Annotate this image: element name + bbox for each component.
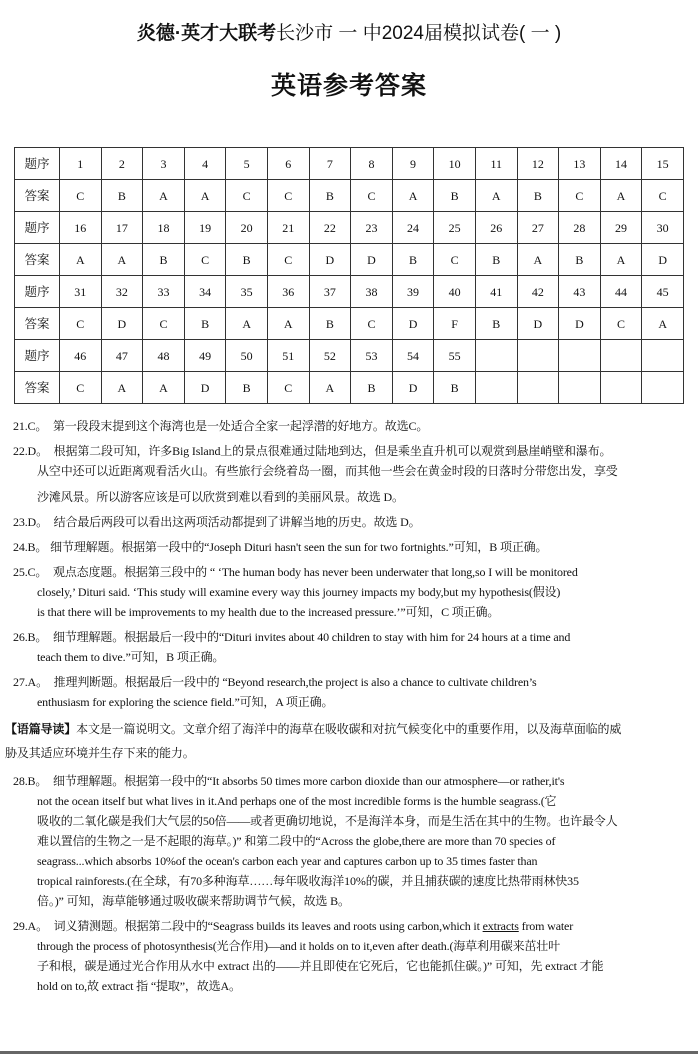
explanation-28 — [13, 771, 686, 911]
question-number-cell: 54 — [392, 340, 434, 372]
question-number-cell: 14 — [600, 148, 642, 180]
explanation-text: 难以置信的生物之一是不起眼的海草。)” 和第二段中的“Across the globe,there are more than 70 species of — [37, 834, 556, 848]
explanation-number: 27.A。 — [13, 675, 48, 689]
explanation-text: hold on to,故 extract 指 “提取”，故选A。 — [37, 979, 241, 993]
answer-cell: C — [60, 372, 102, 404]
explanation-text: 观点态度题。根据第三段中的 “ ‘The human body has never been underwater that long,so I will be monitored — [52, 565, 578, 579]
question-number-cell: 33 — [143, 276, 185, 308]
row-label-answer: 答案 — [15, 180, 60, 212]
row-label-question: 题序 — [15, 148, 60, 180]
question-number-cell: 48 — [143, 340, 185, 372]
explanation-text: 细节理解题。根据第一段中的“It absorbs 50 times more carbon dioxide than our atmosphere—or rather,it's — [52, 774, 565, 788]
explanation-text: not the ocean itself but what lives in it.And perhaps one of the most incredible forms is the humble seagrass.(它 — [37, 794, 557, 808]
explanation-text: through the process of photosynthesis(光合作用)—and it holds on to it,even after death.(海草利用碳来茁壮叶 — [37, 939, 560, 953]
answer-cell: A — [267, 308, 309, 340]
answer-cell: C — [267, 372, 309, 404]
answer-cell: B — [517, 180, 559, 212]
answer-cell: D — [351, 244, 393, 276]
answer-cell: B — [434, 180, 476, 212]
question-number-cell: 53 — [351, 340, 393, 372]
answer-cell: C — [600, 308, 642, 340]
answer-cell: C — [351, 180, 393, 212]
explanation-text: teach them to dive.”可知，B 项正确。 — [37, 650, 225, 664]
explanation-text: 吸收的二氧化碳是我们大气层的50倍——或者更确切地说，不是海洋本身，而是生活在其中的生物。也许最令人 — [37, 814, 618, 828]
answer-cell: A — [101, 372, 143, 404]
question-number-cell: 37 — [309, 276, 351, 308]
explanation-text: 沙滩风景。所以游客应该是可以欣赏到难以看到的美丽风景。故选 D。 — [37, 490, 404, 504]
explanation-27 — [13, 672, 686, 712]
answer-row — [15, 180, 684, 212]
exam-title-brand: 炎德·英才大联考 — [136, 23, 277, 44]
explanation-text: 细节理解题。根据第一段中的“Joseph Dituri hasn't seen the sun for two fortnights.”可知，B 项正确。 — [50, 540, 548, 554]
question-number-cell: 27 — [517, 212, 559, 244]
answer-cell: B — [143, 244, 185, 276]
explanation-text: tropical rainforests.(在全球，有70多种海草……每年吸收海洋10%的碳，并且捕获碳的速度比热带雨林快35 — [37, 874, 579, 888]
intro-tag: 【语篇导读】 — [5, 722, 77, 736]
question-number-cell: 13 — [559, 148, 601, 180]
answer-cell: B — [475, 308, 517, 340]
answer-cell: A — [600, 244, 642, 276]
question-number-cell — [642, 340, 684, 372]
question-number-cell: 22 — [309, 212, 351, 244]
question-number-cell: 7 — [309, 148, 351, 180]
question-number-cell: 18 — [143, 212, 185, 244]
question-number-cell: 19 — [184, 212, 226, 244]
question-number-cell: 50 — [226, 340, 268, 372]
answer-cell: A — [392, 180, 434, 212]
question-number-cell: 55 — [434, 340, 476, 372]
question-number-cell: 17 — [101, 212, 143, 244]
answer-cell: B — [101, 180, 143, 212]
explanation-text: 词义猜测题。根据第二段中的“Seagrass builds its leaves and roots using carbon,which it — [53, 919, 483, 933]
row-label-question: 题序 — [15, 212, 60, 244]
question-number-cell: 51 — [267, 340, 309, 372]
question-number-cell: 25 — [434, 212, 476, 244]
answer-cell — [559, 372, 601, 404]
explanation-21 — [13, 416, 686, 436]
question-number-cell: 12 — [517, 148, 559, 180]
question-number-cell: 10 — [434, 148, 476, 180]
page-title: 英语参考答案 — [270, 72, 427, 100]
explanation-text: is that there will be improvements to my health due to the increased pressure.’”可知，C 项正确。 — [37, 605, 500, 619]
question-number-cell: 36 — [267, 276, 309, 308]
answer-cell — [600, 372, 642, 404]
answer-cell: B — [309, 180, 351, 212]
question-number-cell: 42 — [517, 276, 559, 308]
question-number-cell: 49 — [184, 340, 226, 372]
answer-row — [15, 372, 684, 404]
intro-text: 本文是一篇说明文。文章介绍了海洋中的海草在吸收碳和对抗气候变化中的重要作用，以及海草面临的威 — [76, 722, 622, 736]
explanation-text: 倍。)” 可知，海草能够通过吸收碳来帮助调节气候，故选 B。 — [37, 894, 350, 908]
explanation-25 — [13, 562, 686, 622]
row-label-question: 题序 — [15, 340, 60, 372]
row-label-answer: 答案 — [15, 372, 60, 404]
answer-cell: B — [351, 372, 393, 404]
passage-intro — [5, 717, 686, 765]
answer-cell: C — [60, 308, 102, 340]
answer-row — [15, 244, 684, 276]
answer-cell: D — [642, 244, 684, 276]
question-number-cell: 16 — [60, 212, 102, 244]
answer-cell: B — [434, 372, 476, 404]
question-number-cell: 24 — [392, 212, 434, 244]
answer-cell: F — [434, 308, 476, 340]
answer-cell: B — [226, 372, 268, 404]
row-label-answer: 答案 — [15, 244, 60, 276]
question-number-cell: 3 — [143, 148, 185, 180]
question-number-cell: 44 — [600, 276, 642, 308]
row-label-question: 题序 — [15, 276, 60, 308]
question-number-cell: 31 — [60, 276, 102, 308]
answer-cell: A — [184, 180, 226, 212]
question-number-cell: 41 — [475, 276, 517, 308]
answer-cell: D — [392, 308, 434, 340]
explanation-text: seagrass...which absorbs 10%of the ocean's carbon each year and captures carbon up to 35 times faster than — [37, 854, 538, 868]
answer-cell — [642, 372, 684, 404]
question-number-row — [15, 276, 684, 308]
question-number-cell — [475, 340, 517, 372]
question-number-cell: 8 — [351, 148, 393, 180]
question-number-cell: 4 — [184, 148, 226, 180]
question-number-cell: 11 — [475, 148, 517, 180]
explanation-number: 23.D。 — [13, 515, 48, 529]
question-number-cell: 23 — [351, 212, 393, 244]
explanation-number: 29.A。 — [13, 919, 48, 933]
answer-cell: A — [143, 180, 185, 212]
explanation-text: 细节理解题。根据最后一段中的“Dituri invites about 40 children to stay with him for 24 hours at a time and — [52, 630, 571, 644]
explanation-number: 24.B。 — [13, 540, 48, 554]
answer-cell: D — [101, 308, 143, 340]
explanation-text: 根据第二段可知，许多Big Island上的景点很难通过陆地到达，但是乘坐直升机可以观赏到悬崖峭壁和瀑布。 — [53, 444, 612, 458]
explanation-23 — [13, 512, 686, 532]
exam-title — [0, 22, 698, 46]
answer-cell: C — [434, 244, 476, 276]
question-number-cell: 43 — [559, 276, 601, 308]
question-number-cell: 9 — [392, 148, 434, 180]
answer-cell: C — [267, 244, 309, 276]
answer-cell: D — [392, 372, 434, 404]
explanation-24 — [13, 537, 686, 557]
question-number-cell: 32 — [101, 276, 143, 308]
explanation-text: enthusiasm for exploring the science field.”可知，A 项正确。 — [37, 695, 334, 709]
explanation-number: 25.C。 — [13, 565, 48, 579]
question-number-cell: 46 — [60, 340, 102, 372]
question-number-cell: 21 — [267, 212, 309, 244]
question-number-cell: 45 — [642, 276, 684, 308]
explanation-number: 26.B。 — [13, 630, 48, 644]
question-number-cell: 28 — [559, 212, 601, 244]
explanation-text: 结合最后两段可以看出这两项活动都提到了讲解当地的历史。故选 D。 — [53, 515, 421, 529]
answer-cell: D — [559, 308, 601, 340]
explanation-text: 从空中还可以近距离观看活火山。有些旅行会绕着岛一圈，而其他一些会在黄金时段的日落时分带您出发，享受 — [37, 464, 618, 478]
question-number-cell: 35 — [226, 276, 268, 308]
explanation-22 — [13, 441, 686, 507]
explanation-29 — [13, 916, 686, 996]
answer-cell: B — [392, 244, 434, 276]
question-number-cell: 5 — [226, 148, 268, 180]
answer-cell: C — [226, 180, 268, 212]
question-number-cell: 38 — [351, 276, 393, 308]
explanation-text: 推理判断题。根据最后一段中的 “Beyond research,the project is also a chance to cultivate children’s — [53, 675, 537, 689]
question-number-cell — [559, 340, 601, 372]
answer-cell: A — [60, 244, 102, 276]
answer-cell: A — [101, 244, 143, 276]
answer-cell: D — [517, 308, 559, 340]
question-number-cell — [517, 340, 559, 372]
explanation-text: 第一段段末提到这个海湾也是一处适合全家一起浮潜的好地方。故选C。 — [52, 419, 429, 433]
question-number-cell: 29 — [600, 212, 642, 244]
answer-cell: C — [184, 244, 226, 276]
answer-cell: C — [559, 180, 601, 212]
explanation-text: 子和根，碳是通过光合作用从水中 extract 出的——并且即使在它死后，它也能抓住碳。)” 可知，先 extract 才能 — [37, 959, 604, 973]
question-number-cell: 20 — [226, 212, 268, 244]
exam-title-rest: 长沙市 一 中2024届模拟试卷( 一 ) — [276, 23, 562, 44]
answer-table — [14, 147, 684, 404]
question-number-row — [15, 148, 684, 180]
answer-row — [15, 308, 684, 340]
question-number-cell: 1 — [60, 148, 102, 180]
answer-cell: B — [184, 308, 226, 340]
explanation-26 — [13, 627, 686, 667]
answer-cell: A — [517, 244, 559, 276]
answer-cell: A — [309, 372, 351, 404]
explanation-text: closely,’ Dituri said. ‘This study will examine every way this journey impacts my body,but my hypothesis(假设) — [37, 585, 561, 599]
answer-cell — [475, 372, 517, 404]
answer-cell: C — [351, 308, 393, 340]
answer-cell: B — [475, 244, 517, 276]
question-number-cell: 2 — [101, 148, 143, 180]
answer-cell: A — [642, 308, 684, 340]
answer-cell: C — [642, 180, 684, 212]
question-number-cell — [600, 340, 642, 372]
explanation-number: 22.D。 — [13, 444, 48, 458]
answer-cell: A — [143, 372, 185, 404]
answer-cell: D — [184, 372, 226, 404]
question-number-cell: 47 — [101, 340, 143, 372]
intro-text: 胁及其适应环境并生存下来的能力。 — [5, 746, 195, 760]
answer-cell: A — [226, 308, 268, 340]
explanation-text: from water — [518, 919, 574, 933]
explanation-number: 28.B。 — [13, 774, 48, 788]
answer-cell: D — [309, 244, 351, 276]
question-number-cell: 6 — [267, 148, 309, 180]
question-number-cell: 15 — [642, 148, 684, 180]
answer-cell: B — [309, 308, 351, 340]
answer-cell: B — [559, 244, 601, 276]
question-number-cell: 26 — [475, 212, 517, 244]
answer-cell: A — [600, 180, 642, 212]
answer-cell: B — [226, 244, 268, 276]
question-number-cell: 39 — [392, 276, 434, 308]
explanation-number: 21.C。 — [13, 419, 48, 433]
answer-cell — [517, 372, 559, 404]
question-number-row — [15, 340, 684, 372]
explanations — [5, 416, 686, 1001]
answer-cell: A — [475, 180, 517, 212]
answer-cell: C — [267, 180, 309, 212]
answer-cell: C — [60, 180, 102, 212]
answer-cell: C — [143, 308, 185, 340]
question-number-cell: 40 — [434, 276, 476, 308]
underlined-word: extracts — [482, 919, 519, 933]
question-number-row — [15, 212, 684, 244]
row-label-answer: 答案 — [15, 308, 60, 340]
question-number-cell: 52 — [309, 340, 351, 372]
question-number-cell: 34 — [184, 276, 226, 308]
question-number-cell: 30 — [642, 212, 684, 244]
